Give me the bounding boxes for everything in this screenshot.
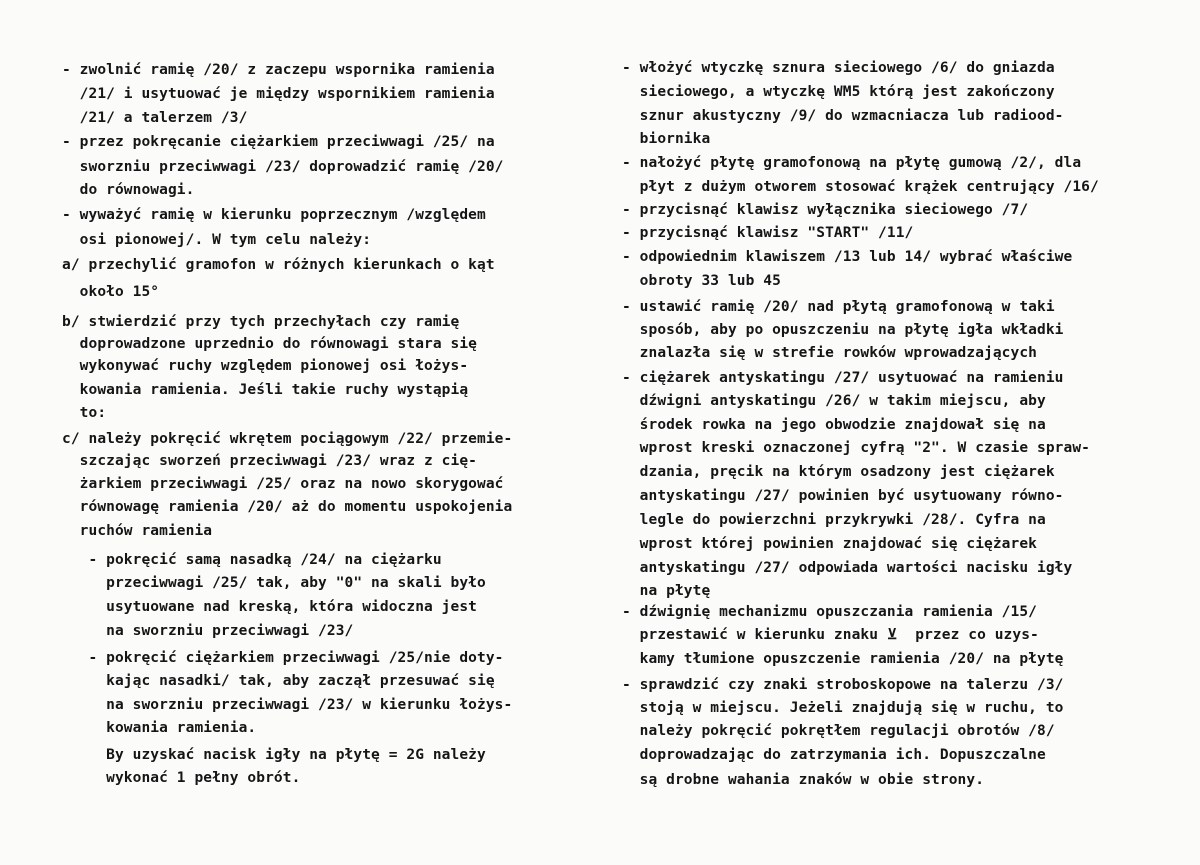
right-line-5: - nałożyć płytę gramofonową na płytę gumową /2/, dla bbox=[622, 155, 1082, 171]
right-line-23: na płytę bbox=[622, 583, 711, 599]
right-line-10: obroty 33 lub 45 bbox=[622, 273, 781, 289]
left-line-5: sworzniu przeciwwagi /23/ doprowadzić ramię /20/ bbox=[62, 159, 504, 175]
right-line-24: - dźwignię mechanizmu opuszczania ramienia /15/ bbox=[622, 604, 1037, 620]
right-line-3: sznur akustyczny /9/ do wzmacniacza lub radiood- bbox=[622, 108, 1064, 124]
left-line-16: c/ należy pokręcić wkrętem pociągowym /22/ przemie- bbox=[62, 431, 513, 447]
right-line-4: biornika bbox=[622, 131, 711, 147]
left-line-24: na sworzniu przeciwwagi /23/ bbox=[62, 623, 354, 639]
left-line-27: na sworzniu przeciwwagi /23/ w kierunku łożys- bbox=[62, 697, 513, 713]
left-line-26: kając nasadki/ tak, aby zaczął przesuwać się bbox=[62, 673, 495, 689]
left-line-4: - przez pokręcanie ciężarkiem przeciwwagi /25/ na bbox=[62, 134, 495, 150]
right-line-21: wprost której powinien znajdować się ciężarek bbox=[622, 536, 1037, 552]
left-line-3: /21/ a talerzem /3/ bbox=[62, 110, 248, 126]
left-line-15: to: bbox=[62, 405, 107, 421]
right-line-1: - włożyć wtyczkę sznura sieciowego /6/ do gniazda bbox=[622, 60, 1055, 76]
right-line-31: są drobne wahania znaków w obie strony. bbox=[622, 772, 985, 788]
left-line-14: kowania ramienia. Jeśli takie ruchy wystąpią bbox=[62, 382, 469, 398]
left-line-13: wykonywać ruchy względem pionowej osi łożys- bbox=[62, 358, 469, 374]
left-line-29: By uzyskać nacisk igły na płytę = 2G należy bbox=[62, 747, 486, 763]
left-line-12: doprowadzone uprzednio do równowagi stara się bbox=[62, 336, 477, 352]
right-line-20: legle do powierzchni przykrywki /28/. Cyfra na bbox=[622, 512, 1046, 528]
right-line-17: wprost kreski oznaczonej cyfrą "2". W czasie spraw- bbox=[622, 440, 1090, 456]
left-line-2: /21/ i usytuować je między wspornikiem ramienia bbox=[62, 86, 495, 102]
right-line-15: dźwigni antyskatingu /26/ w takim miejscu, aby bbox=[622, 393, 1046, 409]
left-line-18: żarkiem przeciwwagi /25/ oraz na nowo skorygować bbox=[62, 476, 504, 492]
right-line-29: należy pokręcić pokrętłem regulacji obrotów /8/ bbox=[622, 723, 1055, 739]
right-line-13: znalazła się w strefie rowków wprowadzających bbox=[622, 345, 1037, 361]
left-line-19: równowagę ramienia /20/ aż do momentu uspokojenia bbox=[62, 499, 513, 515]
left-line-9: a/ przechylić gramofon w różnych kierunkach o kąt bbox=[62, 257, 495, 273]
right-line-7: - przycisnąć klawisz wyłącznika sieciowego /7/ bbox=[622, 202, 1029, 218]
left-line-10: około 15° bbox=[62, 284, 160, 300]
left-line-20: ruchów ramienia bbox=[62, 523, 213, 539]
right-line-18: dzania, pręcik na którym osadzony jest ciężarek bbox=[622, 464, 1055, 480]
left-line-7: - wyważyć ramię w kierunku poprzecznym /względem bbox=[62, 207, 486, 223]
left-line-21: - pokręcić samą nasadką /24/ na ciężarku bbox=[62, 552, 442, 568]
right-line-2: sieciowego, a wtyczkę WM5 którą jest zakończony bbox=[622, 84, 1055, 100]
left-line-17: szczając sworzeń przeciwwagi /23/ wraz z cię- bbox=[62, 453, 477, 469]
right-line-26: kamy tłumione opuszczenie ramienia /20/ na płytę bbox=[622, 651, 1064, 667]
right-line-11: - ustawić ramię /20/ nad płytą gramofonową w taki bbox=[622, 299, 1055, 315]
right-line-14: - ciężarek antyskatingu /27/ usytuować na ramieniu bbox=[622, 370, 1064, 386]
right-line-12: sposób, aby po opuszczeniu na płytę igła wkładki bbox=[622, 322, 1064, 338]
left-line-22: przeciwwagi /25/ tak, aby "0" na skali było bbox=[62, 575, 486, 591]
right-line-28: stoją w miejscu. Jeżeli znajdują się w ruchu, to bbox=[622, 700, 1064, 716]
left-line-11: b/ stwierdzić przy tych przechyłach czy ramię bbox=[62, 314, 460, 330]
left-line-8: osi pionowej/. W tym celu należy: bbox=[62, 232, 372, 248]
right-line-9: - odpowiednim klawiszem /13 lub 14/ wybrać właściwe bbox=[622, 249, 1073, 265]
left-line-6: do równowagi. bbox=[62, 182, 195, 198]
right-line-25: przestawić w kierunku znaku ⊻ przez co uzys- bbox=[622, 627, 1039, 643]
right-line-19: antyskatingu /27/ powinien być usytuowany równo- bbox=[622, 488, 1064, 504]
right-line-27: - sprawdzić czy znaki stroboskopowe na talerzu /3/ bbox=[622, 677, 1064, 693]
left-line-1: - zwolnić ramię /20/ z zaczepu wspornika ramienia bbox=[62, 62, 495, 78]
right-line-8: - przycisnąć klawisz "START" /11/ bbox=[622, 225, 914, 241]
left-line-23: usytuowane nad kreską, która widoczna jest bbox=[62, 599, 477, 615]
right-line-30: doprowadzając do zatrzymania ich. Dopuszczalne bbox=[622, 747, 1046, 763]
right-line-22: antyskatingu /27/ odpowiada wartości nacisku igły bbox=[622, 560, 1073, 576]
right-line-16: środek rowka na jego obwodzie znajdował się na bbox=[622, 417, 1046, 433]
left-line-25: - pokręcić ciężarkiem przeciwwagi /25/nie doty- bbox=[62, 650, 504, 666]
right-line-6: płyt z dużym otworem stosować krążek centrujący /16/ bbox=[622, 179, 1099, 195]
left-line-30: wykonać 1 pełny obrót. bbox=[62, 770, 301, 786]
left-line-28: kowania ramienia. bbox=[62, 720, 257, 736]
